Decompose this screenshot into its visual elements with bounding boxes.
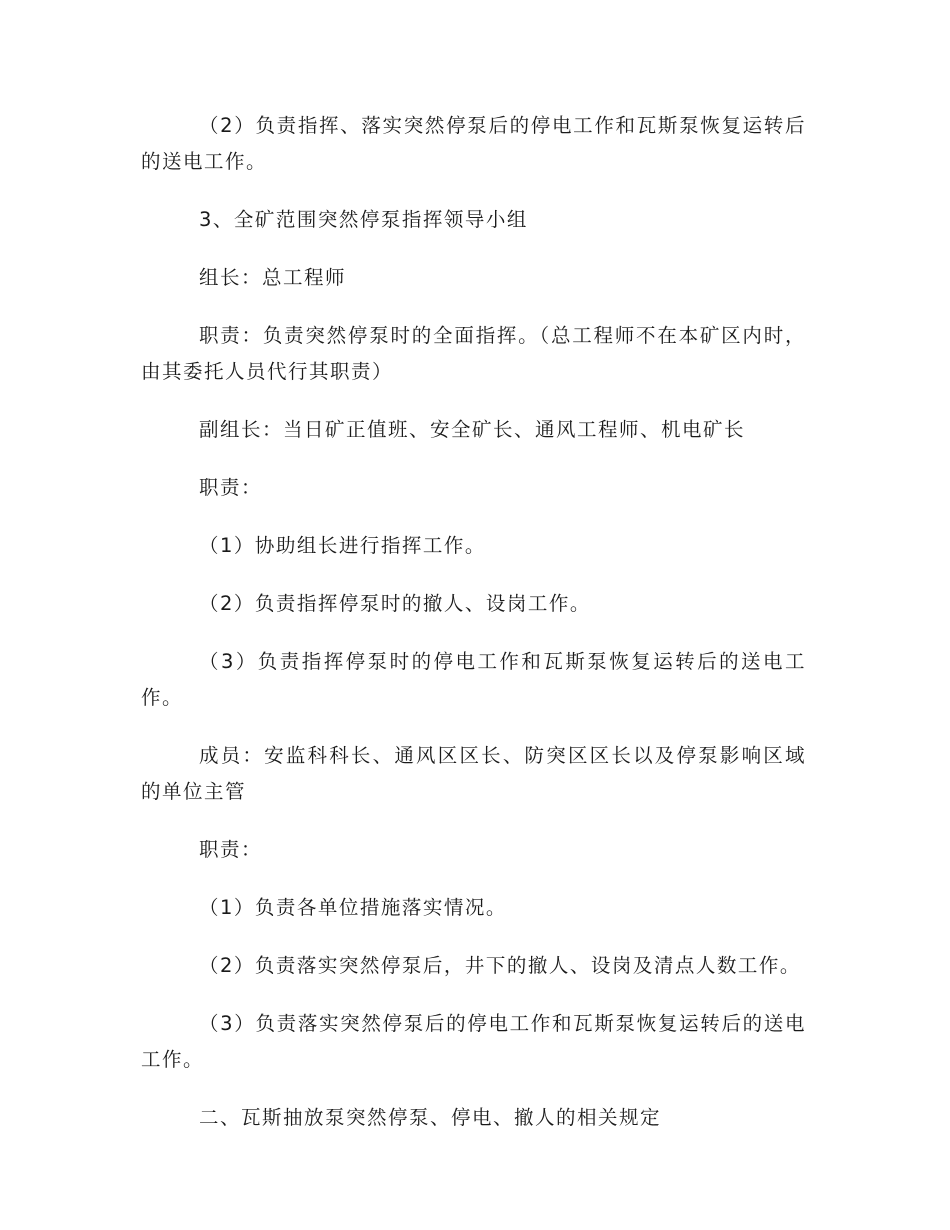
section-heading: 二、瓦斯抽放泵突然停泵、停电、撤人的相关规定 [199,1106,662,1129]
paragraph: 职责：负责突然停泵时的全面指挥。（总工程师不在本矿区内时，由其委托人员代行其职责） [141,324,806,383]
paragraph: 组长：总工程师 [199,266,347,289]
section-heading: 3、全矿范围突然停泵指挥领导小组 [199,208,528,231]
list-item: （3）负责落实突然停泵后的停电工作和瓦斯泵恢复运转后的送电工作。 [141,1012,806,1071]
document-body [141,108,806,1158]
paragraph: 成员：安监科科长、通风区区长、防突区区长以及停泵影响区域的单位主管 [141,744,806,803]
paragraph: 副组长：当日矿正值班、安全矿长、通风工程师、机电矿长 [199,418,746,441]
paragraph: 职责： [199,476,263,499]
list-item: （3）负责指挥停泵时的停电工作和瓦斯泵恢复运转后的送电工作。 [141,650,806,709]
list-item: （2）负责落实突然停泵后，井下的撤人、设岗及清点人数工作。 [199,954,801,977]
list-item: （1）负责各单位措施落实情况。 [199,896,507,919]
list-item: （2）负责指挥停泵时的撤人、设岗工作。 [199,592,591,615]
paragraph: 职责： [199,838,263,861]
paragraph: （2）负责指挥、落实突然停泵后的停电工作和瓦斯泵恢复运转后的送电工作。 [141,114,806,173]
list-item: （1）协助组长进行指挥工作。 [199,534,486,557]
